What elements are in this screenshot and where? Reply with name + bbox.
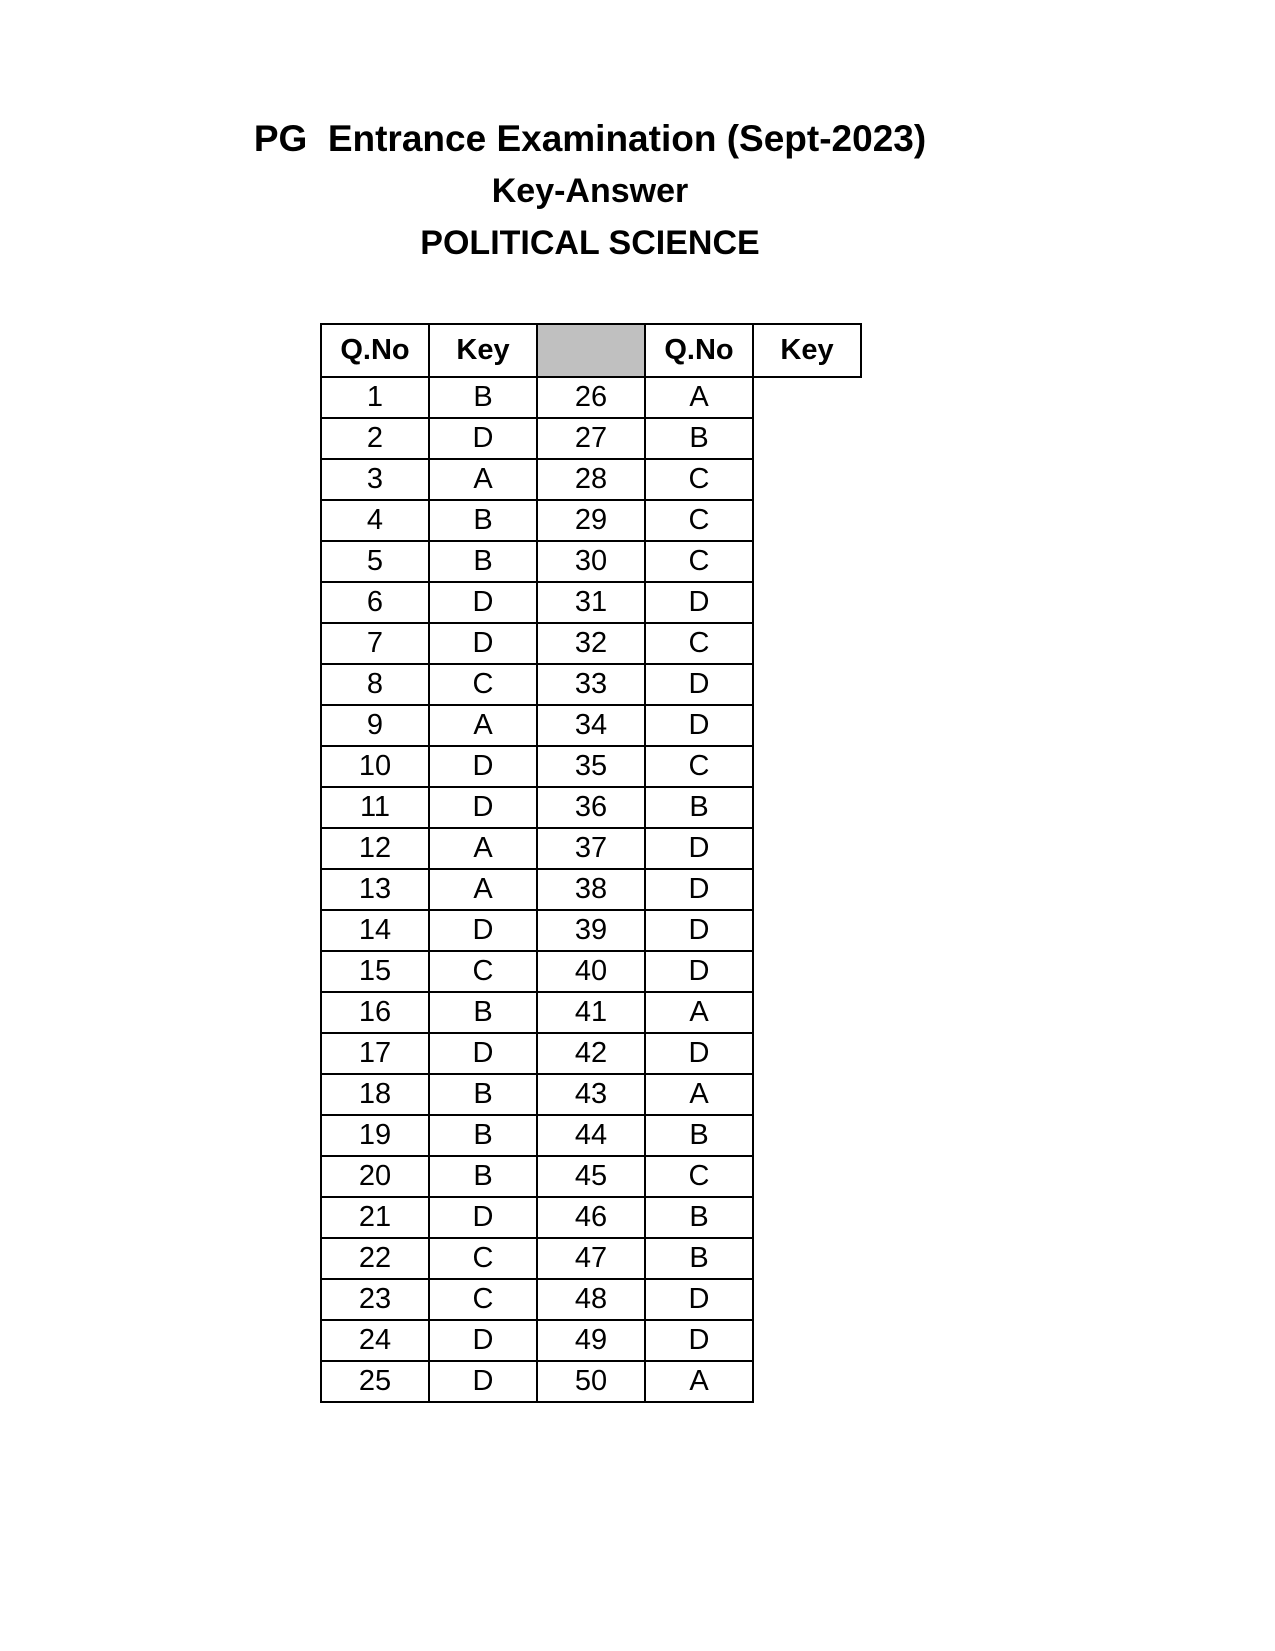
answer-key-cell: D — [645, 582, 753, 623]
answer-key-cell: D — [429, 1361, 537, 1402]
answer-key-cell: A — [429, 705, 537, 746]
answer-key-cell: D — [429, 623, 537, 664]
answer-key-cell: B — [429, 1074, 537, 1115]
answer-key-cell: B — [429, 541, 537, 582]
answer-key-cell: B — [645, 1238, 753, 1279]
answer-key-cell: C — [645, 459, 753, 500]
answer-key-cell: A — [645, 1074, 753, 1115]
table-row — [321, 828, 861, 869]
answer-key-cell: D — [645, 705, 753, 746]
question-number-cell: 17 — [321, 1033, 429, 1074]
question-number-cell: 42 — [537, 1033, 645, 1074]
table-row — [321, 746, 861, 787]
question-number-cell: 13 — [321, 869, 429, 910]
answer-key-cell: D — [645, 1320, 753, 1361]
answer-key-cell: A — [645, 1361, 753, 1402]
question-number-cell: 45 — [537, 1156, 645, 1197]
table-row — [321, 910, 861, 951]
answer-key-cell: B — [645, 1197, 753, 1238]
question-number-cell: 34 — [537, 705, 645, 746]
question-number-cell: 16 — [321, 992, 429, 1033]
table-row — [321, 1320, 861, 1361]
table-row — [321, 377, 861, 418]
answer-key-cell: D — [645, 828, 753, 869]
table-row — [321, 1361, 861, 1402]
table-row — [321, 1279, 861, 1320]
answer-key-cell: D — [429, 418, 537, 459]
answer-key-cell: A — [429, 869, 537, 910]
question-number-cell: 3 — [321, 459, 429, 500]
answer-key-cell: D — [429, 910, 537, 951]
question-number-cell: 41 — [537, 992, 645, 1033]
question-number-cell: 2 — [321, 418, 429, 459]
answer-key-cell: D — [645, 951, 753, 992]
answer-key-cell: C — [429, 1279, 537, 1320]
table-row — [321, 582, 861, 623]
answer-key-cell: D — [645, 910, 753, 951]
table-row — [321, 1238, 861, 1279]
question-number-cell: 39 — [537, 910, 645, 951]
answer-key-cell: B — [429, 500, 537, 541]
answer-key-cell: A — [645, 992, 753, 1033]
header-key-left: Key — [429, 324, 537, 377]
table-row — [321, 951, 861, 992]
question-number-cell: 49 — [537, 1320, 645, 1361]
table-row — [321, 787, 861, 828]
answer-key-cell: D — [429, 582, 537, 623]
question-number-cell: 44 — [537, 1115, 645, 1156]
question-number-cell: 47 — [537, 1238, 645, 1279]
answer-key-cell: D — [429, 746, 537, 787]
answer-key-cell: C — [645, 623, 753, 664]
answer-key-cell: C — [429, 664, 537, 705]
table-row — [321, 705, 861, 746]
question-number-cell: 15 — [321, 951, 429, 992]
question-number-cell: 26 — [537, 377, 645, 418]
question-number-cell: 7 — [321, 623, 429, 664]
table-row — [321, 992, 861, 1033]
answer-key-cell: B — [429, 992, 537, 1033]
question-number-cell: 37 — [537, 828, 645, 869]
answer-key-cell: C — [645, 500, 753, 541]
question-number-cell: 31 — [537, 582, 645, 623]
answer-key-cell: D — [645, 664, 753, 705]
table-row — [321, 1033, 861, 1074]
question-number-cell: 12 — [321, 828, 429, 869]
exam-title: PG Entrance Examination (Sept-2023) — [253, 118, 927, 159]
table-row — [321, 500, 861, 541]
answer-key-cell: C — [429, 1238, 537, 1279]
header-key-right: Key — [753, 324, 861, 377]
question-number-cell: 46 — [537, 1197, 645, 1238]
table-row — [321, 459, 861, 500]
question-number-cell: 43 — [537, 1074, 645, 1115]
question-number-cell: 4 — [321, 500, 429, 541]
answer-key-cell: D — [429, 1197, 537, 1238]
answer-key-cell: B — [645, 418, 753, 459]
header-qno-right: Q.No — [645, 324, 753, 377]
question-number-cell: 50 — [537, 1361, 645, 1402]
question-number-cell: 8 — [321, 664, 429, 705]
subject-title: POLITICAL SCIENCE — [420, 224, 760, 262]
answer-key-cell: B — [429, 377, 537, 418]
question-number-cell: 36 — [537, 787, 645, 828]
answer-key-cell: D — [429, 787, 537, 828]
question-number-cell: 9 — [321, 705, 429, 746]
answer-key-cell: D — [645, 869, 753, 910]
question-number-cell: 40 — [537, 951, 645, 992]
answer-key-cell: D — [645, 1279, 753, 1320]
table-row — [321, 541, 861, 582]
answer-key-cell: B — [645, 1115, 753, 1156]
table-row — [321, 1156, 861, 1197]
document-subtitle: Key-Answer — [491, 172, 689, 210]
answer-key-cell: B — [429, 1156, 537, 1197]
table-row — [321, 418, 861, 459]
question-number-cell: 18 — [321, 1074, 429, 1115]
question-number-cell: 27 — [537, 418, 645, 459]
question-number-cell: 5 — [321, 541, 429, 582]
question-number-cell: 19 — [321, 1115, 429, 1156]
question-number-cell: 21 — [321, 1197, 429, 1238]
question-number-cell: 32 — [537, 623, 645, 664]
answer-key-cell: C — [645, 746, 753, 787]
question-number-cell: 22 — [321, 1238, 429, 1279]
question-number-cell: 24 — [321, 1320, 429, 1361]
question-number-cell: 29 — [537, 500, 645, 541]
column-spacer — [537, 324, 645, 377]
answer-key-cell: B — [645, 787, 753, 828]
answer-key-cell: A — [645, 377, 753, 418]
question-number-cell: 10 — [321, 746, 429, 787]
answer-key-cell: D — [429, 1033, 537, 1074]
question-number-cell: 20 — [321, 1156, 429, 1197]
question-number-cell: 35 — [537, 746, 645, 787]
answer-key-cell: A — [429, 459, 537, 500]
answer-key-cell: B — [429, 1115, 537, 1156]
header-qno-left: Q.No — [321, 324, 429, 377]
table-header-row — [321, 324, 861, 377]
question-number-cell: 28 — [537, 459, 645, 500]
question-number-cell: 1 — [321, 377, 429, 418]
question-number-cell: 25 — [321, 1361, 429, 1402]
table-row — [321, 664, 861, 705]
table-row — [321, 1115, 861, 1156]
question-number-cell: 30 — [537, 541, 645, 582]
question-number-cell: 23 — [321, 1279, 429, 1320]
answer-key-cell: A — [429, 828, 537, 869]
question-number-cell: 48 — [537, 1279, 645, 1320]
question-number-cell: 6 — [321, 582, 429, 623]
question-number-cell: 14 — [321, 910, 429, 951]
question-number-cell: 33 — [537, 664, 645, 705]
question-number-cell: 38 — [537, 869, 645, 910]
question-number-cell: 11 — [321, 787, 429, 828]
answer-key-cell: C — [429, 951, 537, 992]
answer-key-cell: D — [429, 1320, 537, 1361]
table-row — [321, 623, 861, 664]
table-row — [321, 1074, 861, 1115]
table-row — [321, 1197, 861, 1238]
answer-key-cell: C — [645, 1156, 753, 1197]
answer-key-cell: D — [645, 1033, 753, 1074]
answer-key-table — [320, 323, 862, 1403]
answer-key-cell: C — [645, 541, 753, 582]
table-row — [321, 869, 861, 910]
